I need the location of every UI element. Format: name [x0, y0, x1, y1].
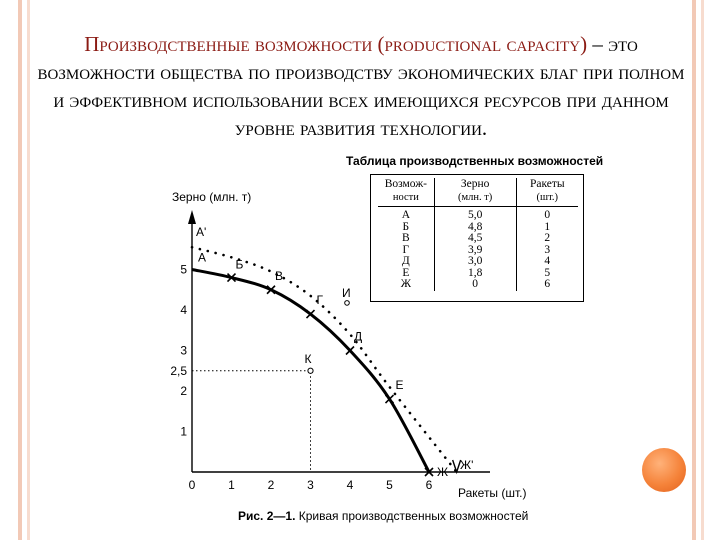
y-tick-label: 4: [180, 303, 187, 317]
data-point-label: А: [198, 250, 207, 265]
y-axis-arrow-icon: [188, 210, 196, 224]
x-tick-label: 6: [425, 478, 433, 492]
table-row: А 5,0 0: [378, 207, 578, 222]
y-tick-label: 2: [180, 384, 187, 398]
x-tick-label: 1: [228, 478, 235, 492]
table-row: Ж 0 6: [400, 278, 551, 290]
point-i-marker: [345, 301, 350, 306]
label-a-prime: А': [196, 225, 207, 239]
x-tick-label: 3: [307, 478, 314, 492]
y-tick-label: 2,5: [170, 363, 187, 378]
table-row: Б 4,8 1: [402, 220, 551, 233]
y-tick-label: 5: [180, 262, 187, 277]
data-point-marker: [346, 347, 354, 355]
data-point-label: Д: [354, 329, 363, 344]
point-k-marker: [308, 368, 313, 373]
x-tick-label: 2: [267, 478, 275, 492]
decorative-circle-icon: [642, 448, 686, 492]
label-zh-prime: Ж': [460, 458, 474, 472]
y-tick-label: 1: [180, 424, 187, 439]
table-row: Г 3,9 3: [402, 243, 551, 256]
table-row: Д 3,0 4: [401, 255, 551, 267]
point-k-label: К: [304, 351, 312, 366]
data-point-label: Е: [395, 378, 404, 393]
data-point-marker: [386, 395, 394, 403]
table-row: Е 1,8 5: [402, 266, 551, 279]
slide-title-rest: – это возможности общества по производству экономических благ при полном и эффективном использовании всех имеющихся ресурсов при данном уровне развития технологии.: [37, 32, 685, 140]
table-title: Таблица производственных возможностей: [346, 154, 604, 168]
header-grain: Зерно (млн. т): [434, 178, 516, 207]
data-point-label: В: [275, 268, 284, 283]
data-point-marker: [307, 310, 315, 318]
data-point-label: Г: [316, 293, 323, 308]
header-positions: Возмож- ности: [378, 178, 434, 207]
point-i-label: И: [342, 285, 351, 300]
guide-lines-k: [192, 371, 311, 472]
slide-title-lead: Производственные возможности (productional capacity): [84, 32, 588, 56]
x-tick-label: 5: [386, 478, 393, 492]
x-tick-label: 4: [346, 478, 354, 492]
header-rockets: Ракеты (шт.): [516, 178, 578, 207]
data-point-label: Ж: [437, 465, 449, 479]
figure-caption: Рис. 2—1. Кривая производственных возможностей: [238, 509, 529, 523]
x-tick-label: 0: [188, 478, 196, 492]
table-row: В 4,5 2: [402, 232, 551, 244]
x-axis-label: Ракеты (шт.): [458, 486, 527, 500]
series-line-outer-frontier: [192, 247, 457, 472]
data-point-label: Б: [235, 257, 244, 272]
y-tick-label: 3: [180, 343, 187, 358]
y-axis-label: Зерно (млн. т): [172, 190, 252, 204]
